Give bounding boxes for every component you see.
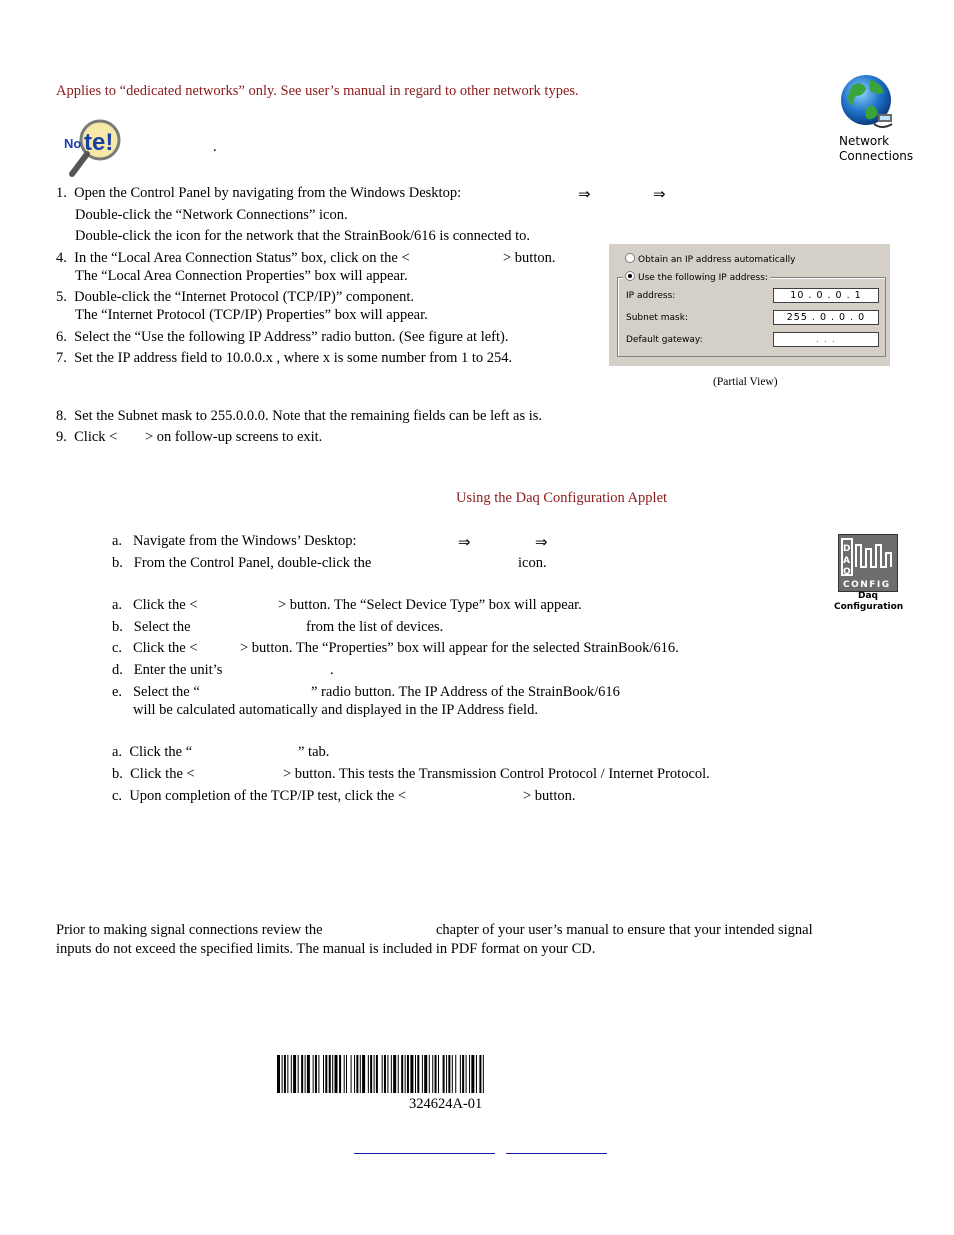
ip-address-label: IP address: — [626, 291, 676, 301]
step-7: 7. Set the IP address field to 10.0.0.x , where x is some number from 1 to 254. — [56, 350, 513, 366]
part-number: 324624A-01 — [409, 1096, 483, 1112]
device-step-a: a. Click the < — [112, 597, 198, 613]
ip-properties-panel — [609, 244, 891, 366]
step-3: Double-click the icon for the network that the StrainBook/616 is connected to. — [75, 228, 531, 244]
step-9-tail: > on follow-up screens to exit. — [145, 429, 323, 445]
svg-text:Q: Q — [843, 567, 851, 577]
default-gateway-field[interactable]: . . . — [773, 332, 879, 347]
partial-view-caption: (Partial View) — [713, 376, 778, 388]
network-connections-shortcut[interactable] — [836, 72, 914, 168]
step-4-note: The “Local Area Connection Properties” box will appear. — [75, 268, 408, 284]
device-step-e-note: will be calculated automatically and displayed in the IP Address field. — [133, 702, 538, 718]
step-1: 1. Open the Control Panel by navigating from the Windows Desktop: — [56, 185, 462, 201]
subnet-mask-field[interactable]: 255 . 0 . 0 . 0 — [773, 310, 879, 325]
device-step-c: c. Click the < — [112, 640, 198, 656]
device-step-e: e. Select the “ — [112, 684, 200, 700]
note-icon — [62, 118, 130, 178]
test-step-c-tail: > button. — [523, 788, 576, 804]
globe-network-icon — [838, 72, 900, 132]
arrow-icon: ⇒ — [653, 185, 666, 203]
device-step-e-tail: ” radio button. The IP Address of the StrainBook/616 — [311, 684, 620, 700]
daq-config-label: Daq Configuration — [834, 591, 904, 612]
svg-text:D: D — [843, 544, 851, 554]
test-step-a: a. Click the “ — [112, 744, 193, 760]
signal-para-line1-end: chapter of your user’s manual to ensure that your intended signal — [436, 922, 813, 938]
daq-open-step-a: a. Navigate from the Windows’ Desktop: — [112, 533, 357, 549]
svg-text:te!: te! — [84, 129, 114, 156]
arrow-icon: ⇒ — [535, 533, 548, 551]
device-step-c-tail: > button. The “Properties” box will appear for the selected StrainBook/616. — [240, 640, 679, 656]
radio-icon[interactable] — [625, 253, 635, 263]
test-step-b-tail: > button. This tests the Transmission Control Protocol / Internet Protocol. — [283, 766, 710, 782]
daq-section-heading: Using the Daq Configuration Applet — [456, 490, 668, 506]
device-step-d: d. Enter the unit’s — [112, 662, 223, 678]
arrow-icon: ⇒ — [578, 185, 591, 203]
device-step-a-tail: > button. The “Select Device Type” box will appear. — [278, 597, 582, 613]
test-step-c: c. Upon completion of the TCP/IP test, click the < — [112, 788, 407, 804]
daq-config-icon[interactable] — [838, 534, 898, 592]
signal-para-line2: inputs do not exceed the specified limits. The manual is included in PDF format on your CD. — [56, 941, 596, 957]
link-underline[interactable] — [506, 1153, 607, 1154]
device-step-b: b. Select the — [112, 619, 191, 635]
applies-note: Applies to “dedicated networks” only. See user’s manual in regard to other network types. — [56, 83, 579, 99]
note-period: . — [213, 139, 217, 155]
radio-obtain-ip-auto[interactable]: Obtain an IP address automatically — [625, 253, 796, 265]
device-step-b-tail: from the list of devices. — [306, 619, 444, 635]
barcode-icon — [277, 1055, 622, 1093]
step-4: 4. In the “Local Area Connection Status” box, click on the < — [56, 250, 410, 266]
arrow-icon: ⇒ — [458, 533, 471, 551]
step-5: 5. Double-click the “Internet Protocol (TCP/IP)” component. — [56, 289, 414, 305]
step-4-tail: > button. — [503, 250, 556, 266]
step-2: Double-click the “Network Connections” icon. — [75, 207, 348, 223]
svg-text:A: A — [843, 556, 850, 566]
step-9: 9. Click < — [56, 429, 118, 445]
test-step-b: b. Click the < — [112, 766, 195, 782]
device-step-d-tail: . — [330, 662, 334, 678]
test-step-a-tail: ” tab. — [298, 744, 330, 760]
step-8: 8. Set the Subnet mask to 255.0.0.0. Note that the remaining fields can be left as is. — [56, 408, 543, 424]
radio-selected-icon[interactable] — [625, 271, 635, 281]
subnet-mask-label: Subnet mask: — [626, 313, 688, 323]
daq-icon-text: CONFIG — [843, 580, 891, 590]
radio-use-following-ip[interactable]: Use the following IP address: — [623, 271, 770, 283]
daq-open-step-b: b. From the Control Panel, double-click the — [112, 555, 372, 571]
network-icon-label-2: Connections — [839, 149, 914, 163]
signal-para-line1-start: Prior to making signal connections review the — [56, 922, 323, 938]
daq-open-step-b-tail: icon. — [518, 555, 547, 571]
svg-text:No: No — [64, 136, 82, 151]
default-gateway-label: Default gateway: — [626, 335, 703, 345]
step-6: 6. Select the “Use the following IP Address” radio button. (See figure at left). — [56, 329, 509, 345]
step-5-note: The “Internet Protocol (TCP/IP) Properties” box will appear. — [75, 307, 428, 323]
network-icon-label-1: Network — [839, 134, 890, 148]
link-underline[interactable] — [354, 1153, 495, 1154]
ip-address-field[interactable]: 10 . 0 . 0 . 1 — [773, 288, 879, 303]
